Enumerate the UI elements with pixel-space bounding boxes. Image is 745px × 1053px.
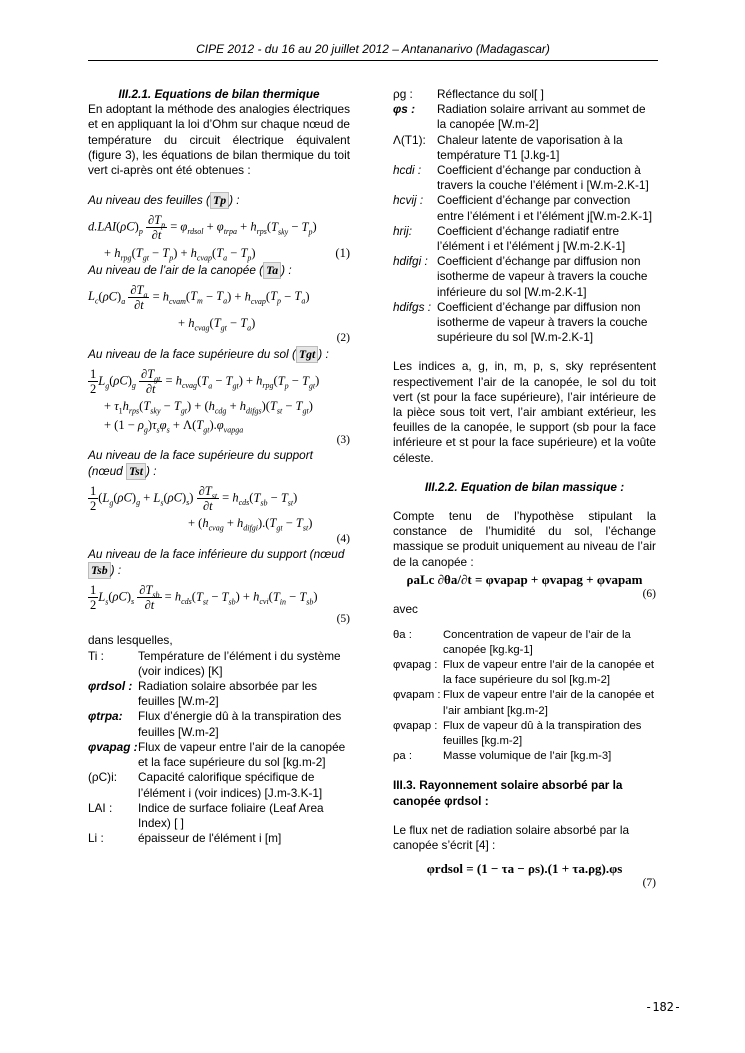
mass-intro: Compte tenu de l’hypothèse stipulant la constance de l’humidité du sol, l’échange massique se produit uniquement au niveau de l’air de la canopée : (393, 509, 656, 569)
definition-row: hdifgi : Coefficient d’échange par diffusion non isotherme de vapeur à travers la couche inférieure du sol [W.m-2.K-1] (393, 254, 648, 299)
page-header: CIPE 2012 - du 16 au 20 juillet 2012 – Antananarivo (Madagascar) (88, 42, 658, 61)
definition-row: φvapam : Flux de vapeur entre l’air de la canopée et l’air ambiant [kg.m-2] (393, 689, 655, 717)
definition-row: (ρC)i: Capacité calorifique spécifique de l’élément i (voir indices) [J.m-3.K-1] (88, 770, 323, 800)
mass-definitions (393, 628, 656, 765)
avec: avec (393, 602, 418, 617)
definition-row: φvapag : Flux de vapeur entre l’air de la canopée et la face supérieure du sol [kg.m-2] (393, 658, 655, 687)
section-title-radiation: III.3. Rayonnement solaire absorbé par la canopée φrdsol : (393, 778, 623, 808)
equation-5: $\frac{1}{2}$ $L_s(\rho C)_s$ $\frac{\partial T_{sb}}{\partial t}$ = $h_{cds}(T_{st} - T_{sb}) + h_{cvi}(T_{in} - T_{sb})$ (90, 583, 318, 613)
right-column (393, 87, 656, 892)
section-title-thermal: III.2.1. Equations de bilan thermique (118, 87, 320, 101)
definition-row: hrij: Coefficient d’échange radiatif entre l’élément i et l’élément j [W.m-2.K-1] (393, 223, 626, 254)
left-column (88, 87, 350, 846)
eq3-number: (3) (336, 433, 350, 446)
definition-row: Λ(T1): Chaleur latente de vaporisation à la température T1 [J.kg-1] (393, 132, 623, 162)
eq4-number: (4) (336, 532, 350, 545)
section-title-mass: III.2.2. Equation de bilan massique : (424, 479, 625, 494)
equation-4: $\frac{1}{2}$ $(L_g(\rho C)_g + L_s(\rho C)_s)$ $\frac{\partial T_{st}}{\partial t}$ = $h_{cds}(T_{sb} - T_{st})$ + $(h_{cvag} + h_{difgi}).(T_{gt} - T_{st})$ (90, 484, 313, 533)
definition-row: ρg : Réflectance du sol[ ] (393, 87, 544, 101)
definition-row: LAI : Indice de surface foliaire (Leaf Area Index) [ ] (88, 800, 324, 830)
definition-row: φvapag : Flux de vapeur entre l’air de la canopée et la face supérieure du sol [kg.m-2] (88, 739, 346, 770)
definition-row: Ti : Température de l’élément i du système (voir indices) [K] (88, 648, 341, 678)
eq7-number: (7) (642, 877, 656, 890)
definition-row: φs : Radiation solaire arrivant au sommet de la canopée [W.m-2] (393, 102, 646, 132)
definition-row: φtrpa: Flux d’énergie dû à la transpiration des feuilles [W.m-2] (88, 709, 342, 739)
indices-paragraph: Les indices a, g, in, m, p, s, sky représentent respectivement l’air de la canopée, le sol du toit vert (st pour la face supérieure), l’air intérieure de la pièce sous toit vert, l’air ambiant extérieur, les feuilles de la canopée, le support (sb pour la face inférieure et st pour la face supérieure) et la voûte céleste. (393, 359, 656, 465)
dans-lesquelles: dans lesquelles, (88, 633, 173, 648)
radiation-intro: Le flux net de radiation solaire absorbé par la canopée s’écrit [4] : (393, 822, 630, 852)
definition-row: hcdi : Coefficient d’échange par conduction à travers la couche l’élément i [W.m-2.K-1] (393, 163, 649, 193)
definition-row: ρa : Masse volumique de l’air [kg.m-3] (393, 750, 612, 763)
page-number: -182- (645, 1000, 682, 1014)
label-canopy-air: Au niveau de l’air de la canopée ( Ta ) : (88, 262, 350, 279)
intro-paragraph: En adoptant la méthode des analogies électriques et en appliquant la loi d’Ohm sur chaque nœud de température du circuit électrique équivalent (figure 3), les équations de bilan thermique du toit vert ci-après ont été obtenues : (88, 102, 350, 178)
left-definitions (88, 649, 350, 847)
symbol-tst: Tst (126, 463, 146, 480)
equation-3: $\frac{1}{2}$ $L_g(\rho C)_g$ $\frac{\partial T_{gt}}{\partial t}$ = $h_{cvag}(T_a - T_{gt}) + h_{rpg}(T_p - T_{gt})$ + $\tau_1h_{rps}(T_{sky} - T_{gt}) + (h_{cdg} + h_{difgs})(T_{st} - T_{gt})$ + $(1 - \rho_g)\tau_s\varphi_s + \Lambda(T_{gt}).\varphi_{vapga}$ (90, 367, 320, 435)
symbol-tp: Tp (210, 192, 229, 209)
equation-2: $L_c(\rho C)_a$ $\frac{\partial T_a}{\partial t}$ = $h_{cvam}(T_m - T_a) + h_{cvap}(T_p - T_a)$ + $h_{cvag}(T_{gt} - T_a)$ (88, 282, 310, 333)
definition-row: φrdsol : Radiation solaire absorbée par les feuilles [W.m-2] (88, 679, 318, 709)
label-support-top: Au niveau de la face supérieure du support (nœud Tst ) : (88, 448, 350, 480)
eq5-number: (5) (336, 613, 350, 626)
label-leaves: Au niveau des feuilles ( Tp ) : (88, 192, 350, 209)
label-support-bottom: Au niveau de la face inférieure du support (nœud Tsb ) : (88, 547, 350, 579)
symbol-tsb: Tsb (88, 562, 111, 579)
symbol-ta: Ta (263, 262, 281, 279)
equation-7: φrdsol = (1 − τa − ρs).(1 + τa.ρg).φs (426, 861, 623, 877)
label-soil-top: Au niveau de la face supérieure du sol ( Tgt ) : (88, 346, 350, 363)
eq6-number: (6) (642, 588, 656, 601)
eq2-number: (2) (336, 332, 350, 345)
right-definitions (393, 87, 656, 345)
equation-6: ρaLc ∂θa/∂t = φvapap + φvapag + φvapam (406, 571, 643, 587)
definition-row: θa : Concentration de vapeur de l’air de la canopée [kg.kg-1] (393, 628, 631, 656)
symbol-tgt: Tgt (296, 346, 318, 363)
definition-row: Li : épaisseur de l'élément i [m] (88, 831, 282, 846)
definition-row: hdifgs : Coefficient d’échange par diffusion non isotherme de vapeur à travers la couche supérieure du sol [W.m-2.K-1] (393, 299, 648, 345)
eq1-number: (1) (335, 246, 350, 261)
definition-row: hcvij : Coefficient d’échange par convection entre l’élément i et l’élément j[W.m-2.K-1] (393, 193, 653, 223)
equation-1: $d.LAI(\rho C)_p$ $\frac{\partial T_p}{\partial t}$ = $\varphi_{rdsol} + \varphi_{trpa} + h_{rps}(T_{sky} - T_p)$ + $h_{rpg}(T_{gt} - T_p) + h_{cvap}(T_a - T_p)$ (1) (88, 213, 350, 263)
definition-row: φvapap : Flux de vapeur dû à la transpiration des feuilles [kg.m-2] (393, 719, 642, 747)
